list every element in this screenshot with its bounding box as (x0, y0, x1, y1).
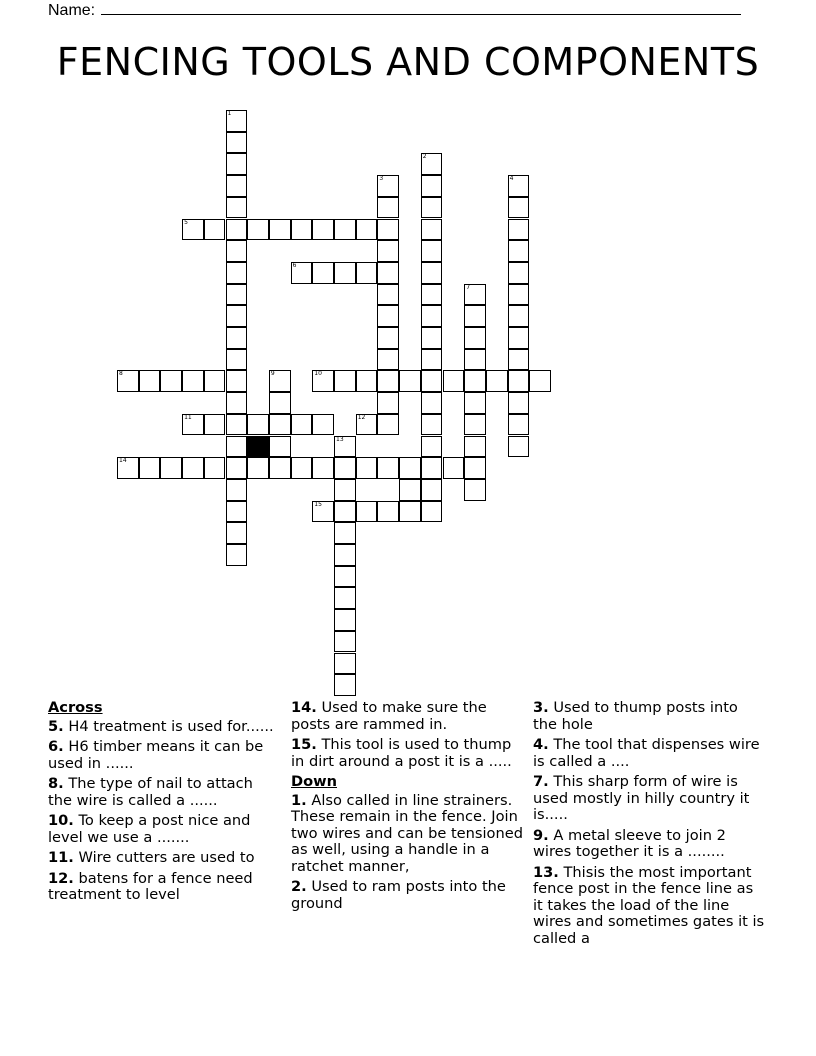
grid-cell[interactable] (356, 262, 378, 284)
clue (48, 776, 280, 809)
grid-cell[interactable] (464, 414, 486, 436)
grid-cell[interactable] (312, 262, 334, 284)
grid-cell[interactable] (421, 457, 443, 479)
grid-cell[interactable] (464, 392, 486, 414)
grid-cell[interactable] (334, 501, 356, 523)
grid-cell[interactable] (247, 414, 269, 436)
grid-cell[interactable] (421, 284, 443, 306)
clue-number: 5. (48, 717, 64, 735)
clue-column-1 (48, 700, 280, 908)
cell-number: 5 (184, 218, 188, 226)
grid-cell[interactable] (377, 197, 399, 219)
grid-cell[interactable] (117, 457, 139, 479)
grid-cell[interactable] (334, 370, 356, 392)
grid-cell[interactable] (334, 544, 356, 566)
clue (533, 774, 765, 824)
grid-cell[interactable] (421, 479, 443, 501)
cell-number: 10 (314, 370, 322, 378)
grid-cell[interactable] (269, 457, 291, 479)
clue-number: 9. (533, 826, 549, 844)
grid-cell[interactable] (421, 197, 443, 219)
grid-cell[interactable] (464, 436, 486, 458)
cell-number: 9 (270, 370, 275, 378)
grid-cell[interactable] (377, 501, 399, 523)
grid-cell[interactable] (269, 392, 291, 414)
grid-cell[interactable] (226, 349, 248, 371)
grid-cell[interactable] (508, 262, 530, 284)
grid-cell[interactable] (291, 457, 313, 479)
grid-cell[interactable] (226, 284, 248, 306)
grid-block (247, 436, 269, 458)
grid-cell[interactable] (334, 262, 356, 284)
cell-number: 3 (379, 175, 384, 183)
grid-cell[interactable] (421, 305, 443, 327)
clue-text: Used to thump posts into the hole (533, 699, 738, 733)
grid-cell[interactable] (226, 522, 248, 544)
grid-cell[interactable] (291, 414, 313, 436)
grid-cell[interactable] (508, 349, 530, 371)
clue (533, 700, 765, 733)
grid-cell[interactable] (421, 219, 443, 241)
clue-number: 1. (291, 791, 307, 809)
grid-cell[interactable] (204, 370, 226, 392)
grid-cell[interactable] (226, 414, 248, 436)
clue-number: 11. (48, 849, 74, 866)
page-title: FENCING TOOLS AND COMPONENTS (56, 40, 760, 84)
grid-cell[interactable] (226, 110, 248, 132)
grid-cell[interactable] (421, 175, 443, 197)
grid-cell[interactable] (508, 436, 530, 458)
grid-cell[interactable] (117, 370, 139, 392)
grid-cell[interactable] (356, 370, 378, 392)
grid-cell[interactable] (226, 219, 248, 241)
grid-cell[interactable] (226, 501, 248, 523)
grid-cell[interactable] (421, 240, 443, 262)
grid-cell[interactable] (204, 457, 226, 479)
clue-text: Used to ram posts into the ground (291, 878, 506, 912)
grid-cell[interactable] (334, 479, 356, 501)
clue (533, 737, 765, 770)
grid-cell[interactable] (421, 392, 443, 414)
clue-text: This tool is used to thump in dirt around a post it is a ..... (291, 736, 512, 770)
grid-cell[interactable] (421, 414, 443, 436)
grid-cell[interactable] (377, 327, 399, 349)
grid-cell[interactable] (334, 653, 356, 675)
clue-number: 4. (533, 736, 549, 753)
clue-number: 13. (533, 863, 559, 881)
grid-cell[interactable] (356, 414, 378, 436)
grid-cell[interactable] (377, 262, 399, 284)
grid-cell[interactable] (508, 284, 530, 306)
grid-cell[interactable] (226, 240, 248, 262)
grid-cell[interactable] (334, 631, 356, 653)
clue (291, 737, 523, 770)
clue-text: Wire cutters are used to (73, 849, 255, 866)
cell-number: 12 (357, 413, 366, 421)
grid-cell[interactable] (443, 370, 465, 392)
grid-cell[interactable] (508, 219, 530, 241)
grid-cell[interactable] (312, 457, 334, 479)
grid-cell[interactable] (182, 370, 204, 392)
grid-cell[interactable] (377, 305, 399, 327)
clue-number: 3. (533, 699, 549, 716)
grid-cell[interactable] (312, 501, 334, 523)
grid-cell[interactable] (139, 457, 161, 479)
grid-cell[interactable] (421, 436, 443, 458)
grid-cell[interactable] (508, 327, 530, 349)
clue (533, 828, 765, 861)
clue-column-3 (533, 700, 765, 951)
grid-cell[interactable] (139, 370, 161, 392)
grid-cell[interactable] (421, 501, 443, 523)
grid-cell[interactable] (160, 457, 182, 479)
grid-cell[interactable] (399, 370, 421, 392)
grid-cell[interactable] (486, 370, 508, 392)
grid-cell[interactable] (508, 414, 530, 436)
grid-cell[interactable] (421, 370, 443, 392)
grid-cell[interactable] (334, 457, 356, 479)
grid-cell[interactable] (334, 219, 356, 241)
grid-cell[interactable] (377, 175, 399, 197)
grid-cell[interactable] (269, 436, 291, 458)
grid-cell[interactable] (291, 219, 313, 241)
grid-cell[interactable] (377, 414, 399, 436)
grid-cell[interactable] (334, 436, 356, 458)
grid-cell[interactable] (421, 262, 443, 284)
clue-text: A metal sleeve to join 2 wires together it is a ........ (533, 826, 726, 860)
grid-cell[interactable] (377, 349, 399, 371)
grid-cell[interactable] (464, 370, 486, 392)
grid-cell[interactable] (356, 457, 378, 479)
grid-cell[interactable] (508, 370, 530, 392)
clue (533, 865, 765, 948)
grid-cell[interactable] (269, 370, 291, 392)
grid-cell[interactable] (334, 587, 356, 609)
clue-column-2 (291, 700, 523, 916)
grid-cell[interactable] (226, 544, 248, 566)
grid-cell[interactable] (334, 674, 356, 696)
grid-cell[interactable] (377, 240, 399, 262)
grid-cell[interactable] (226, 457, 248, 479)
name-label: Name: (48, 2, 96, 19)
clue (291, 700, 523, 733)
clue-text: To keep a post nice and level we use a ....... (48, 812, 251, 846)
grid-cell[interactable] (226, 132, 248, 154)
grid-cell[interactable] (464, 479, 486, 501)
clue-text: H4 treatment is used for...... (63, 717, 274, 735)
clue-number: 15. (291, 736, 317, 753)
clue (291, 793, 523, 876)
grid-cell[interactable] (247, 457, 269, 479)
cell-number: 13 (336, 435, 344, 443)
clue-number: 8. (48, 775, 64, 792)
cell-number: 8 (119, 370, 123, 378)
grid-cell[interactable] (204, 414, 226, 436)
cell-number: 11 (184, 413, 192, 421)
grid-cell[interactable] (377, 457, 399, 479)
grid-cell[interactable] (399, 501, 421, 523)
clue-text: batens for a fence need treatment to level (48, 869, 253, 903)
grid-cell[interactable] (226, 175, 248, 197)
grid-cell[interactable] (356, 501, 378, 523)
clue-text: The type of nail to attach the wire is called a ...... (48, 775, 253, 809)
grid-cell[interactable] (226, 197, 248, 219)
grid-cell[interactable] (399, 479, 421, 501)
grid-cell[interactable] (226, 153, 248, 175)
grid-cell[interactable] (508, 392, 530, 414)
cell-number: 2 (422, 153, 427, 161)
grid-cell[interactable] (312, 370, 334, 392)
grid-cell[interactable] (312, 414, 334, 436)
clue-number: 10. (48, 812, 74, 829)
clue (48, 850, 280, 867)
grid-cell[interactable] (508, 175, 530, 197)
cell-number: 14 (119, 457, 127, 465)
clue (48, 739, 280, 772)
grid-cell[interactable] (464, 305, 486, 327)
clue (48, 719, 280, 736)
clue (48, 871, 280, 904)
grid-cell[interactable] (226, 392, 248, 414)
grid-cell[interactable] (508, 240, 530, 262)
clue (48, 813, 280, 846)
grid-cell[interactable] (377, 284, 399, 306)
cell-number: 6 (292, 261, 297, 269)
grid-cell[interactable] (464, 457, 486, 479)
grid-cell[interactable] (160, 370, 182, 392)
grid-cell[interactable] (529, 370, 551, 392)
grid-cell[interactable] (312, 219, 334, 241)
cell-number: 1 (227, 110, 232, 117)
grid-cell[interactable] (356, 219, 378, 241)
grid-cell[interactable] (377, 392, 399, 414)
grid-cell[interactable] (334, 522, 356, 544)
grid-cell[interactable] (226, 370, 248, 392)
clue-number: 12. (48, 869, 74, 887)
clue-text: Thisis the most important fence post in the fence line as it takes the load of the line wires and sometimes gates it is called a (533, 863, 765, 947)
grid-cell[interactable] (508, 305, 530, 327)
clue-number: 7. (533, 773, 549, 790)
grid-cell[interactable] (443, 457, 465, 479)
grid-cell[interactable] (182, 219, 204, 241)
grid-cell[interactable] (334, 609, 356, 631)
cell-number: 15 (314, 500, 322, 508)
grid-cell[interactable] (226, 305, 248, 327)
grid-cell[interactable] (334, 566, 356, 588)
clue-heading-down: Down (291, 773, 338, 790)
grid-cell[interactable] (421, 327, 443, 349)
grid-cell[interactable] (226, 327, 248, 349)
grid-cell[interactable] (377, 219, 399, 241)
clue-text: Used to make sure the posts are rammed in. (291, 699, 487, 733)
clue-number: 2. (291, 878, 307, 895)
grid-cell[interactable] (182, 457, 204, 479)
grid-cell[interactable] (377, 370, 399, 392)
grid-cell[interactable] (399, 457, 421, 479)
clue-number: 6. (48, 738, 64, 755)
grid-cell[interactable] (464, 349, 486, 371)
grid-cell[interactable] (291, 262, 313, 284)
grid-cell[interactable] (226, 262, 248, 284)
grid-cell[interactable] (464, 327, 486, 349)
clue-number: 14. (291, 699, 317, 716)
clue-text: Also called in line strainers. These remain in the fence. Join two wires and can be tensioned as well, using a handle in a ratchet manner, (291, 791, 523, 875)
clue-text: This sharp form of wire is used mostly in hilly country it is..... (533, 773, 750, 823)
grid-cell[interactable] (226, 436, 248, 458)
grid-cell[interactable] (204, 219, 226, 241)
grid-cell[interactable] (247, 219, 269, 241)
clue-text: H6 timber means it can be used in ...... (48, 738, 264, 772)
grid-cell[interactable] (269, 219, 291, 241)
grid-cell[interactable] (269, 414, 291, 436)
grid-cell[interactable] (421, 349, 443, 371)
clue (291, 879, 523, 912)
grid-cell[interactable] (226, 479, 248, 501)
grid-cell[interactable] (421, 153, 443, 175)
grid-cell[interactable] (464, 284, 486, 306)
clue-text: The tool that dispenses wire is called a .... (533, 736, 760, 770)
grid-cell[interactable] (182, 414, 204, 436)
cell-number: 4 (509, 175, 514, 183)
grid-cell[interactable] (508, 197, 530, 219)
clue-heading-across: Across (48, 699, 103, 716)
cell-number: 7 (466, 283, 471, 291)
